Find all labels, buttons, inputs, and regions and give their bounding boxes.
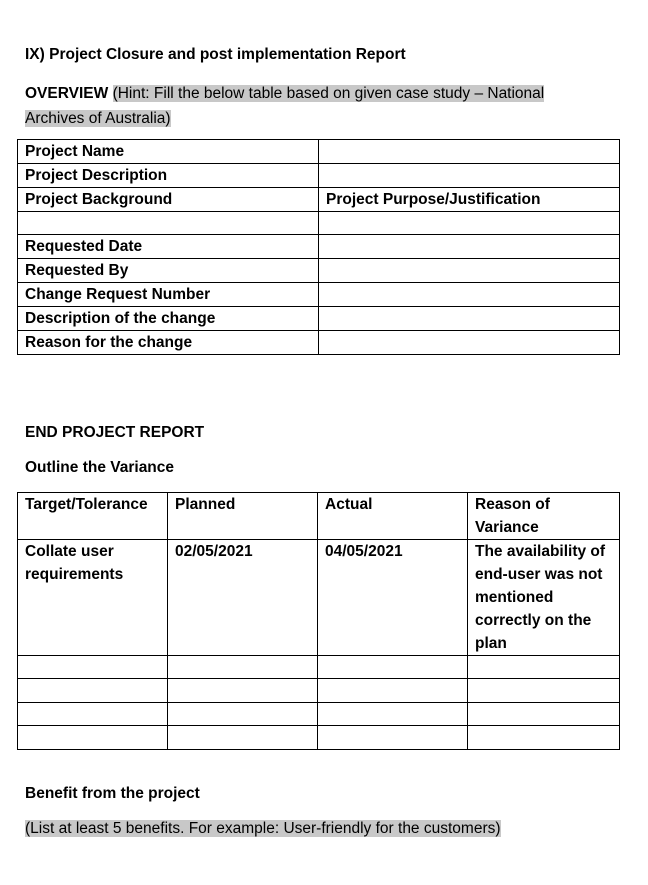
table-cell: Description of the change xyxy=(18,307,319,331)
table-cell: Project Name xyxy=(18,140,319,164)
table-cell xyxy=(318,726,468,750)
table-cell xyxy=(468,726,620,750)
benefit-hint: (List at least 5 benefits. For example: User-friendly for the customers) xyxy=(25,820,501,837)
table-cell xyxy=(318,703,468,726)
table-cell: Change Request Number xyxy=(18,283,319,307)
table-row xyxy=(18,307,620,331)
page-heading: IX) Project Closure and post implementation Report xyxy=(25,46,406,63)
table-cell xyxy=(319,140,620,164)
table-cell xyxy=(168,726,318,750)
table-cell: Project Background xyxy=(18,188,319,212)
table-cell: Project Purpose/Justification xyxy=(319,188,620,212)
table-cell xyxy=(319,283,620,307)
table-cell: Requested Date xyxy=(18,235,319,259)
table-cell xyxy=(168,703,318,726)
variance-table xyxy=(17,492,620,750)
table-row xyxy=(18,140,620,164)
table-row xyxy=(18,259,620,283)
table-row xyxy=(18,540,620,656)
table-cell: 04/05/2021 xyxy=(318,540,468,656)
table-cell: The availability of end-user was not mentioned correctly on the plan xyxy=(468,540,620,656)
table-cell xyxy=(18,656,168,679)
table-cell xyxy=(319,331,620,355)
table-row xyxy=(18,188,620,212)
table-cell xyxy=(468,679,620,703)
overview-hint-line1: (Hint: Fill the below table based on given case study – National xyxy=(112,85,545,102)
table-cell: Collate user requirements xyxy=(18,540,168,656)
column-header: Planned xyxy=(168,493,318,540)
table-row xyxy=(18,703,620,726)
table-cell xyxy=(18,212,319,235)
table-cell: Reason for the change xyxy=(18,331,319,355)
overview-table xyxy=(17,139,620,355)
table-row xyxy=(18,679,620,703)
table-cell xyxy=(318,656,468,679)
table-cell xyxy=(319,235,620,259)
table-row xyxy=(18,331,620,355)
table-cell xyxy=(318,679,468,703)
table-cell xyxy=(319,164,620,188)
table-cell xyxy=(168,679,318,703)
column-header: Reason of Variance xyxy=(468,493,620,540)
table-cell xyxy=(468,656,620,679)
table-row xyxy=(18,283,620,307)
table-row xyxy=(18,164,620,188)
table-row xyxy=(18,235,620,259)
benefit-title: Benefit from the project xyxy=(25,785,200,802)
table-row xyxy=(18,212,620,235)
table-cell xyxy=(18,726,168,750)
overview-paragraph xyxy=(25,81,595,131)
column-header: Target/Tolerance xyxy=(18,493,168,540)
table-header-row xyxy=(18,493,620,540)
table-cell xyxy=(168,656,318,679)
overview-hint-line2: Archives of Australia) xyxy=(25,110,171,127)
table-cell: Project Description xyxy=(18,164,319,188)
benefit-hint-wrapper xyxy=(25,820,501,838)
table-cell xyxy=(18,679,168,703)
table-cell: 02/05/2021 xyxy=(168,540,318,656)
table-cell xyxy=(18,703,168,726)
table-cell xyxy=(468,703,620,726)
table-row xyxy=(18,726,620,750)
overview-label: OVERVIEW xyxy=(25,85,109,102)
table-cell xyxy=(319,212,620,235)
table-cell xyxy=(319,307,620,331)
column-header: Actual xyxy=(318,493,468,540)
table-cell: Requested By xyxy=(18,259,319,283)
table-row xyxy=(18,656,620,679)
end-report-title: END PROJECT REPORT xyxy=(25,424,205,441)
table-cell xyxy=(319,259,620,283)
variance-subtitle: Outline the Variance xyxy=(25,459,175,476)
